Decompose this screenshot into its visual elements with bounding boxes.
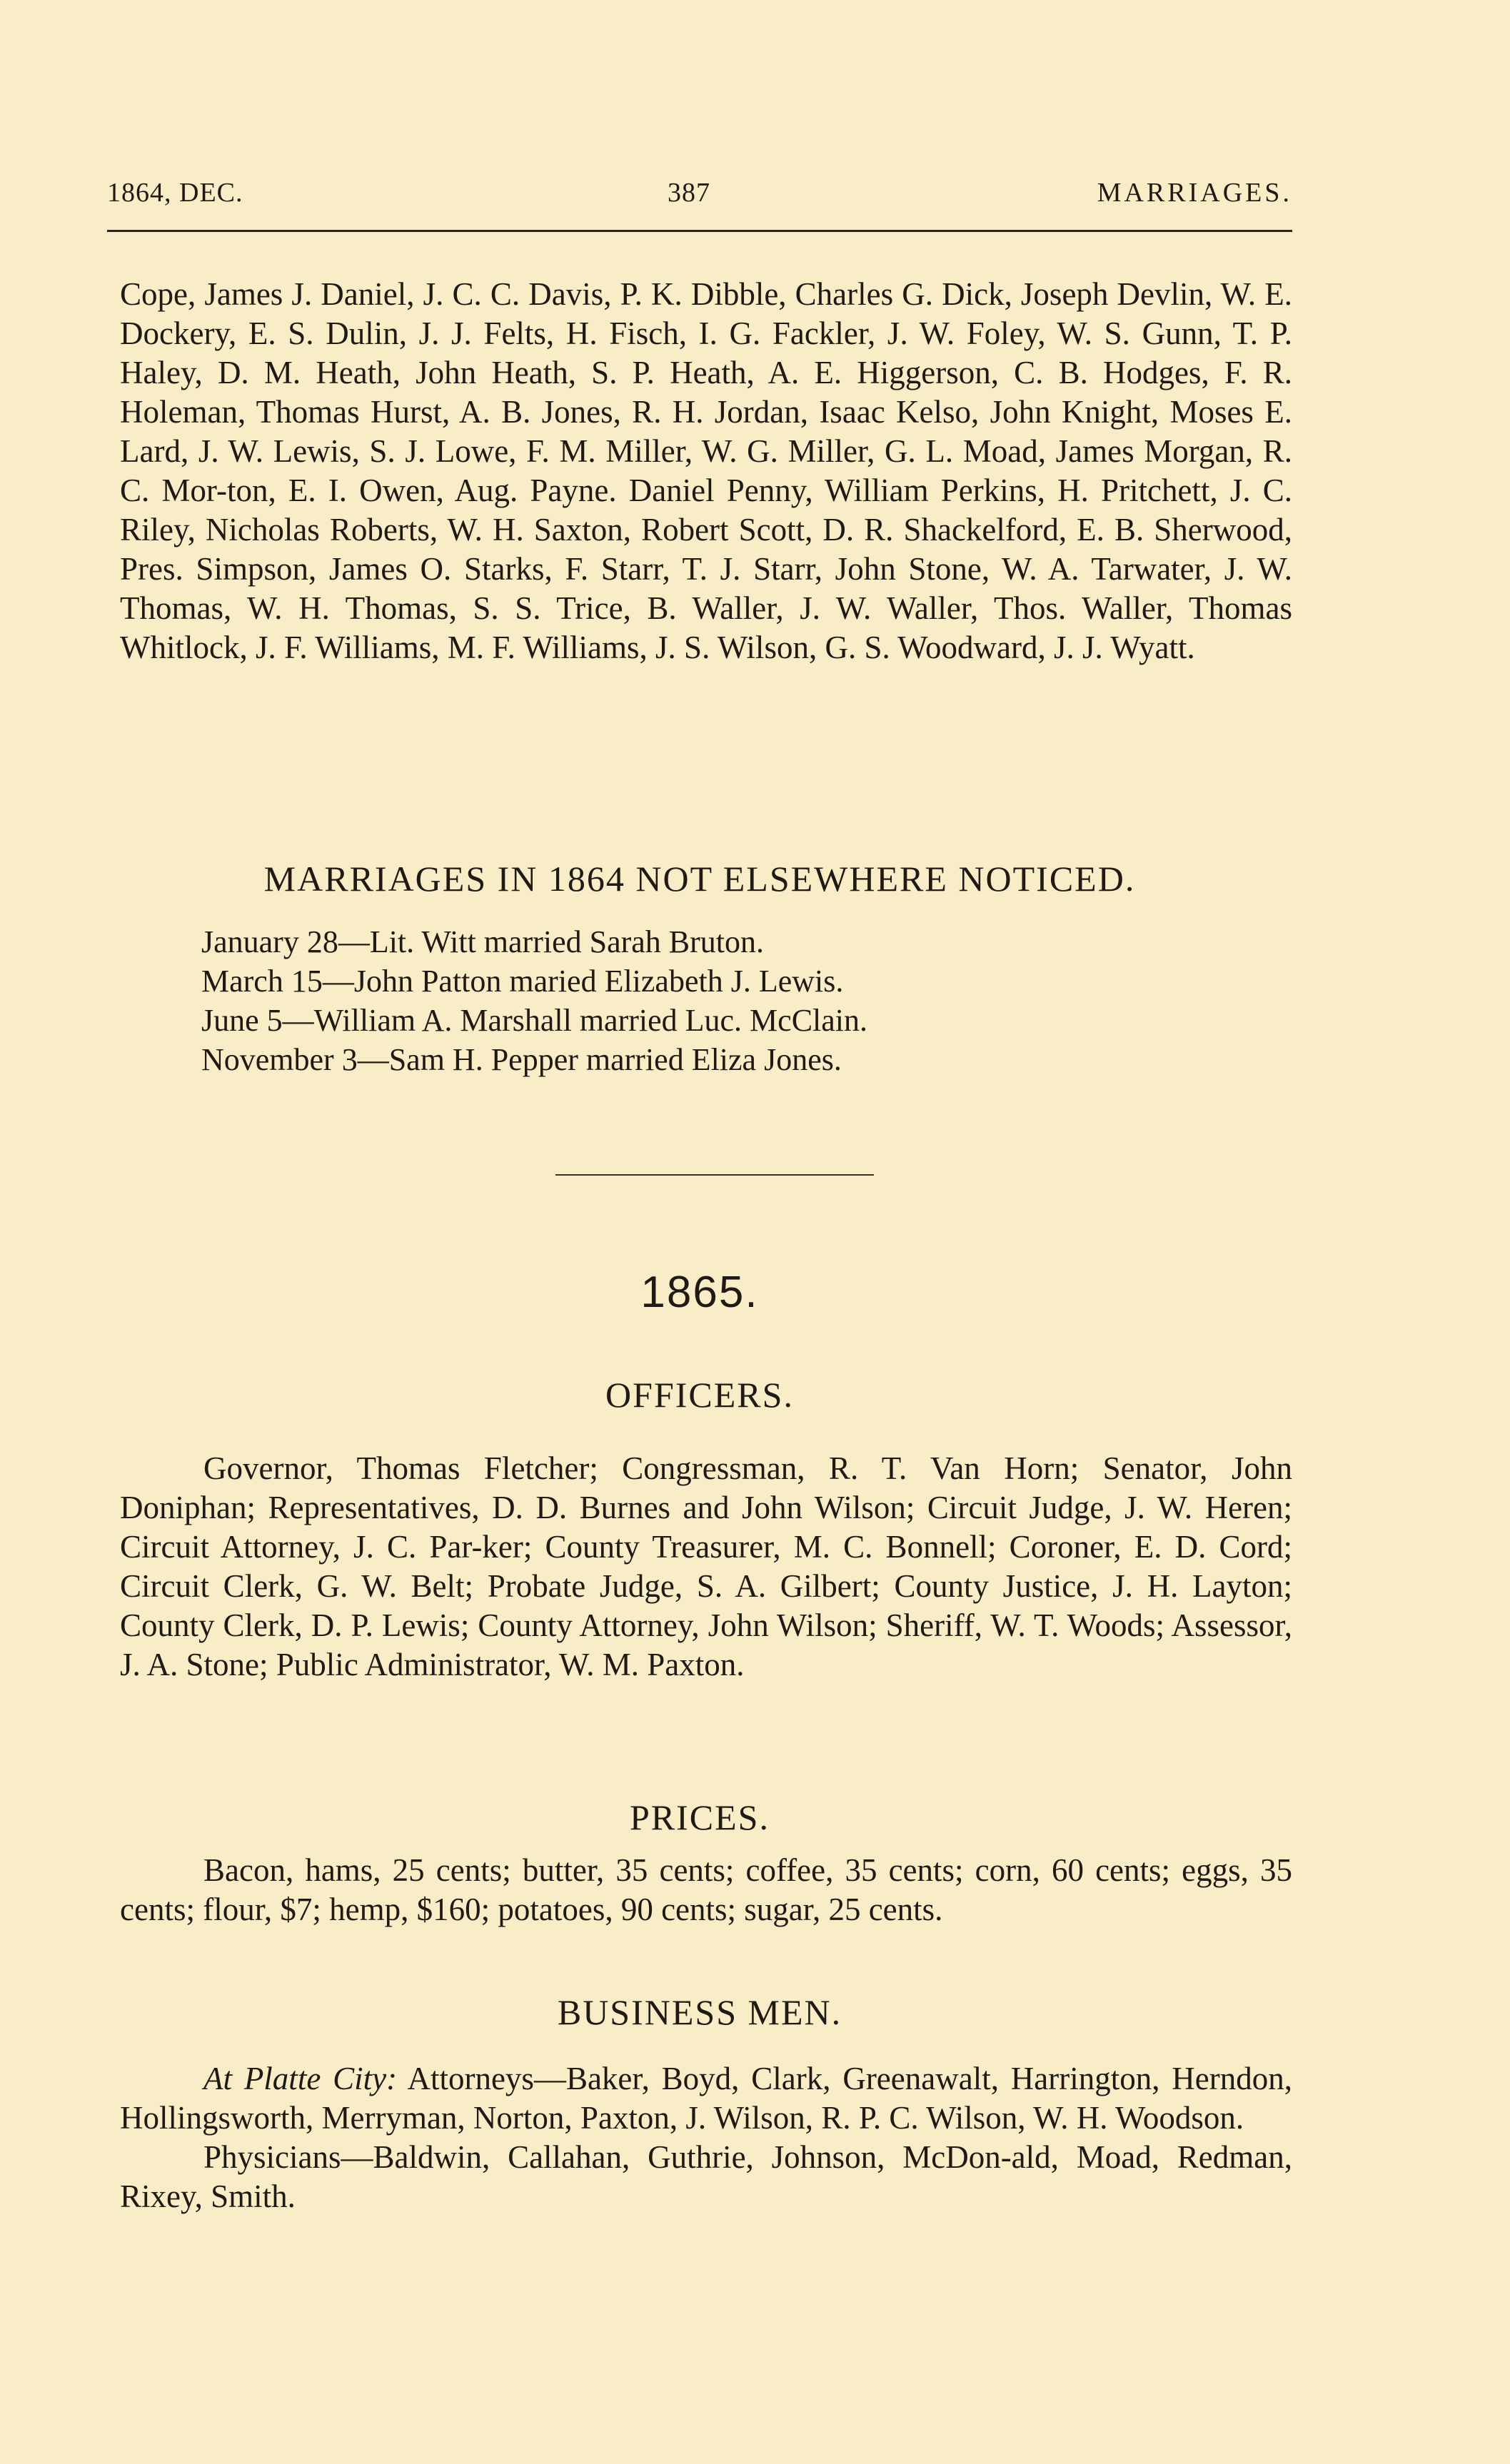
marriage-entry: March 15—John Patton maried Elizabeth J. Lewis. [201, 964, 844, 999]
attorneys-paragraph [120, 2059, 1292, 2138]
prices-paragraph: Bacon, hams, 25 cents; butter, 35 cents; coffee, 35 cents; corn, 60 cents; eggs, 35 cents; flour, $7; hemp, $160; potatoes, 90 cents; sugar, 25 cents. [120, 1852, 1292, 1927]
header-rule [107, 230, 1292, 232]
officers-paragraph: Governor, Thomas Fletcher; Congressman, R. T. Van Horn; Senator, John Doniphan; Representatives, D. D. Burnes and John Wilson; Circuit Judge, J. W. Heren; Circuit Attorney, J. C. Par-ker; County Treasurer, M. C. Bonnell; Coroner, E. D. Cord; Circuit Clerk, G. W. Belt; Probate Judge, S. A. Gilbert; County Justice, J. H. Layton; County Clerk, D. P. Lewis; County Attorney, John Wilson; Sheriff, W. T. Woods; Assessor, J. A. Stone; Public Administrator, W. M. Paxton. [120, 1450, 1292, 1682]
names-paragraph-block [120, 275, 1292, 667]
officers-block [120, 1449, 1292, 1685]
marriage-entry: November 3—Sam H. Pepper married Eliza Jones. [201, 1042, 842, 1077]
marriage-entry: January 28—Lit. Witt married Sarah Bruton. [201, 924, 765, 959]
officers-heading: OFFICERS. [605, 1375, 794, 1415]
business-men-block [120, 2059, 1292, 2216]
names-paragraph: Cope, James J. Daniel, J. C. C. Davis, P. K. Dibble, Charles G. Dick, Joseph Devlin, W. E. Dockery, E. S. Dulin, J. J. Felts, H. Fisch, I. G. Fackler, J. W. Foley, W. S. Gunn, T. P. Haley, D. M. Heath, John Heath, S. P. Heath, A. E. Higgerson, C. B. Hodges, F. R. Holeman, Thomas Hurst, A. B. Jones, R. H. Jordan, Isaac Kelso, John Knight, Moses E. Lard, J. W. Lewis, S. J. Lowe, F. M. Miller, W. G. Miller, G. L. Moad, James Morgan, R. C. Mor-ton, E. I. Owen, Aug. Payne. Daniel Penny, William Perkins, H. Pritchett, J. C. Riley, Nicholas Roberts, W. H. Saxton, Robert Scott, D. R. Shackelford, E. B. Sherwood, Pres. Simpson, James O. Starks, F. Starr, T. J. Starr, John Stone, W. A. Tarwater, J. W. Thomas, W. H. Thomas, S. S. Trice, B. Waller, J. W. Waller, Thos. Waller, Thomas Whitlock, J. F. Williams, M. F. Williams, J. S. Wilson, G. S. Woodward, J. J. Wyatt. [120, 276, 1292, 665]
year-heading: 1865. [640, 1268, 759, 1317]
prices-heading: PRICES. [629, 1797, 770, 1837]
header-section-title: MARRIAGES. [1097, 178, 1292, 208]
marriages-list [201, 922, 1272, 1079]
marriages-heading: MARRIAGES IN 1864 NOT ELSEWHERE NOTICED. [263, 859, 1136, 899]
section-divider [555, 1174, 874, 1176]
marriage-entry: June 5—William A. Marshall married Luc. McClain. [201, 1003, 868, 1038]
prices-block [120, 1851, 1292, 1929]
attorneys-list: Attorneys—Baker, Boyd, Clark, Greenawalt, Harrington, Herndon, Hollingsworth, Merryman, Norton, Paxton, J. Wilson, R. P. C. Wilson, W. H. Woodson. [120, 2061, 1293, 2136]
physicians-paragraph: Physicians—Baldwin, Callahan, Guthrie, Johnson, McDon-ald, Moad, Redman, Rixey, Smith. [120, 2139, 1292, 2214]
page-number: 387 [668, 178, 710, 208]
location-label: At Platte City: [203, 2061, 398, 2096]
header-date: 1864, DEC. [107, 178, 243, 208]
business-men-heading: BUSINESS MEN. [557, 1992, 842, 2032]
